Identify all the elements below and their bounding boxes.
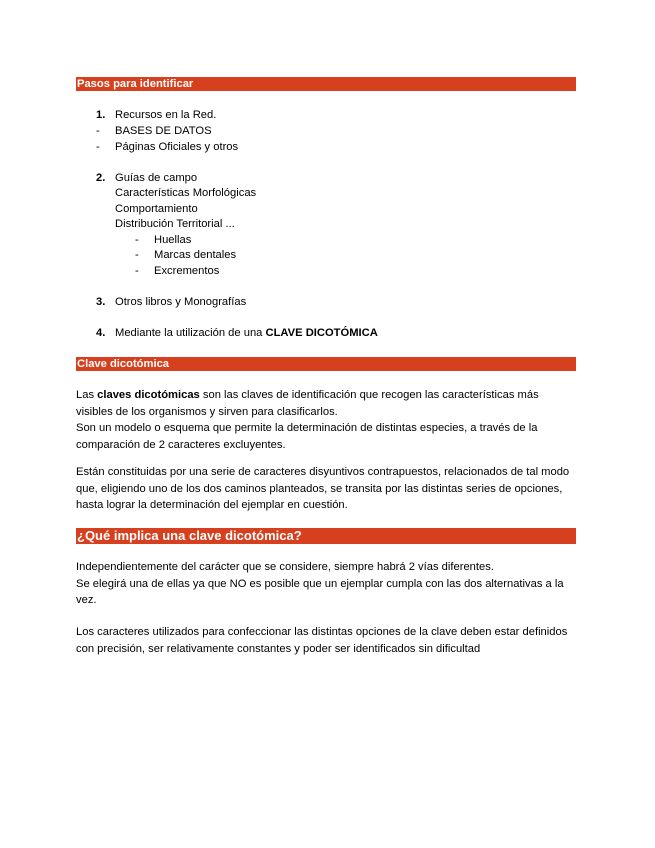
section-heading-pasos: Pasos para identificar	[76, 77, 576, 91]
paragraph-line: Se elegirá una de ellas ya que NO es posible que un ejemplar cumpla con las dos alternativas a la vez.	[76, 577, 564, 606]
sub-item-marcas: Marcas dentales	[154, 249, 237, 261]
paragraph-line: Son un modelo o esquema que permite la determinación de distintas especies, a través de la comparación de 2 caracteres excluyentes.	[76, 422, 538, 451]
sub-item-paginas-oficiales: Páginas Oficiales y otros	[115, 141, 239, 153]
dash: -	[135, 234, 139, 246]
list-item-clave-text: Mediante la utilización de una	[115, 327, 266, 339]
dash: -	[135, 265, 139, 277]
paragraph-clave-intro	[76, 387, 576, 453]
section-heading-implica: ¿Qué implica una clave dicotómica?	[76, 528, 576, 544]
text-span: son las claves de identificación que recogen las características más visibles de los organismos y sirven para clasificarlos.	[76, 389, 539, 418]
paragraph-text: Están constituidas por una serie de caracteres disyuntivos contrapuestos, relacionados de tal modo que, eligiendo uno de los dos caminos planteados, se transita por las distintas series de opciones, hasta lograr la determinación del ejemplar en cuestión.	[76, 466, 570, 511]
list-line-comportamiento: Comportamiento	[115, 203, 198, 215]
list-number-4: 4.	[96, 327, 106, 339]
list-item-otros-libros: Otros libros y Monografías	[115, 296, 247, 308]
paragraph-caracteres	[76, 624, 576, 657]
list-number-1: 1.	[96, 109, 106, 121]
paragraph-implica	[76, 559, 576, 609]
dash: -	[135, 249, 139, 261]
paragraph-constituidas	[76, 464, 576, 514]
dash: -	[96, 141, 100, 153]
paragraph-line: Independientemente del carácter que se considere, siempre habrá 2 vías diferentes.	[76, 561, 494, 573]
paragraph-text: Los caracteres utilizados para confeccionar las distintas opciones de la clave deben estar definidos con precisión, ser relativamente constantes y poder ser identificados sin dificultad	[76, 626, 568, 655]
sub-item-huellas: Huellas	[154, 234, 192, 246]
sub-item-excrementos: Excrementos	[154, 265, 220, 277]
list-line-distribucion: Distribución Territorial ...	[115, 218, 235, 230]
section-heading-clave: Clave dicotómica	[76, 357, 576, 371]
list-item-clave-bold: CLAVE DICOTÓMICA	[265, 327, 378, 339]
list-line-morfologicas: Características Morfológicas	[115, 187, 257, 199]
list-number-3: 3.	[96, 296, 106, 308]
bold-term: claves dicotómicas	[97, 389, 200, 401]
list-item-recursos: Recursos en la Red.	[115, 109, 217, 121]
dash: -	[96, 125, 100, 137]
sub-item-bases-datos: BASES DE DATOS	[115, 125, 212, 137]
text-span: Las	[76, 389, 98, 401]
list-number-2: 2.	[96, 172, 106, 184]
list-item-clave	[115, 326, 378, 340]
list-item-guias: Guías de campo	[115, 172, 198, 184]
paragraph-line	[76, 387, 576, 420]
